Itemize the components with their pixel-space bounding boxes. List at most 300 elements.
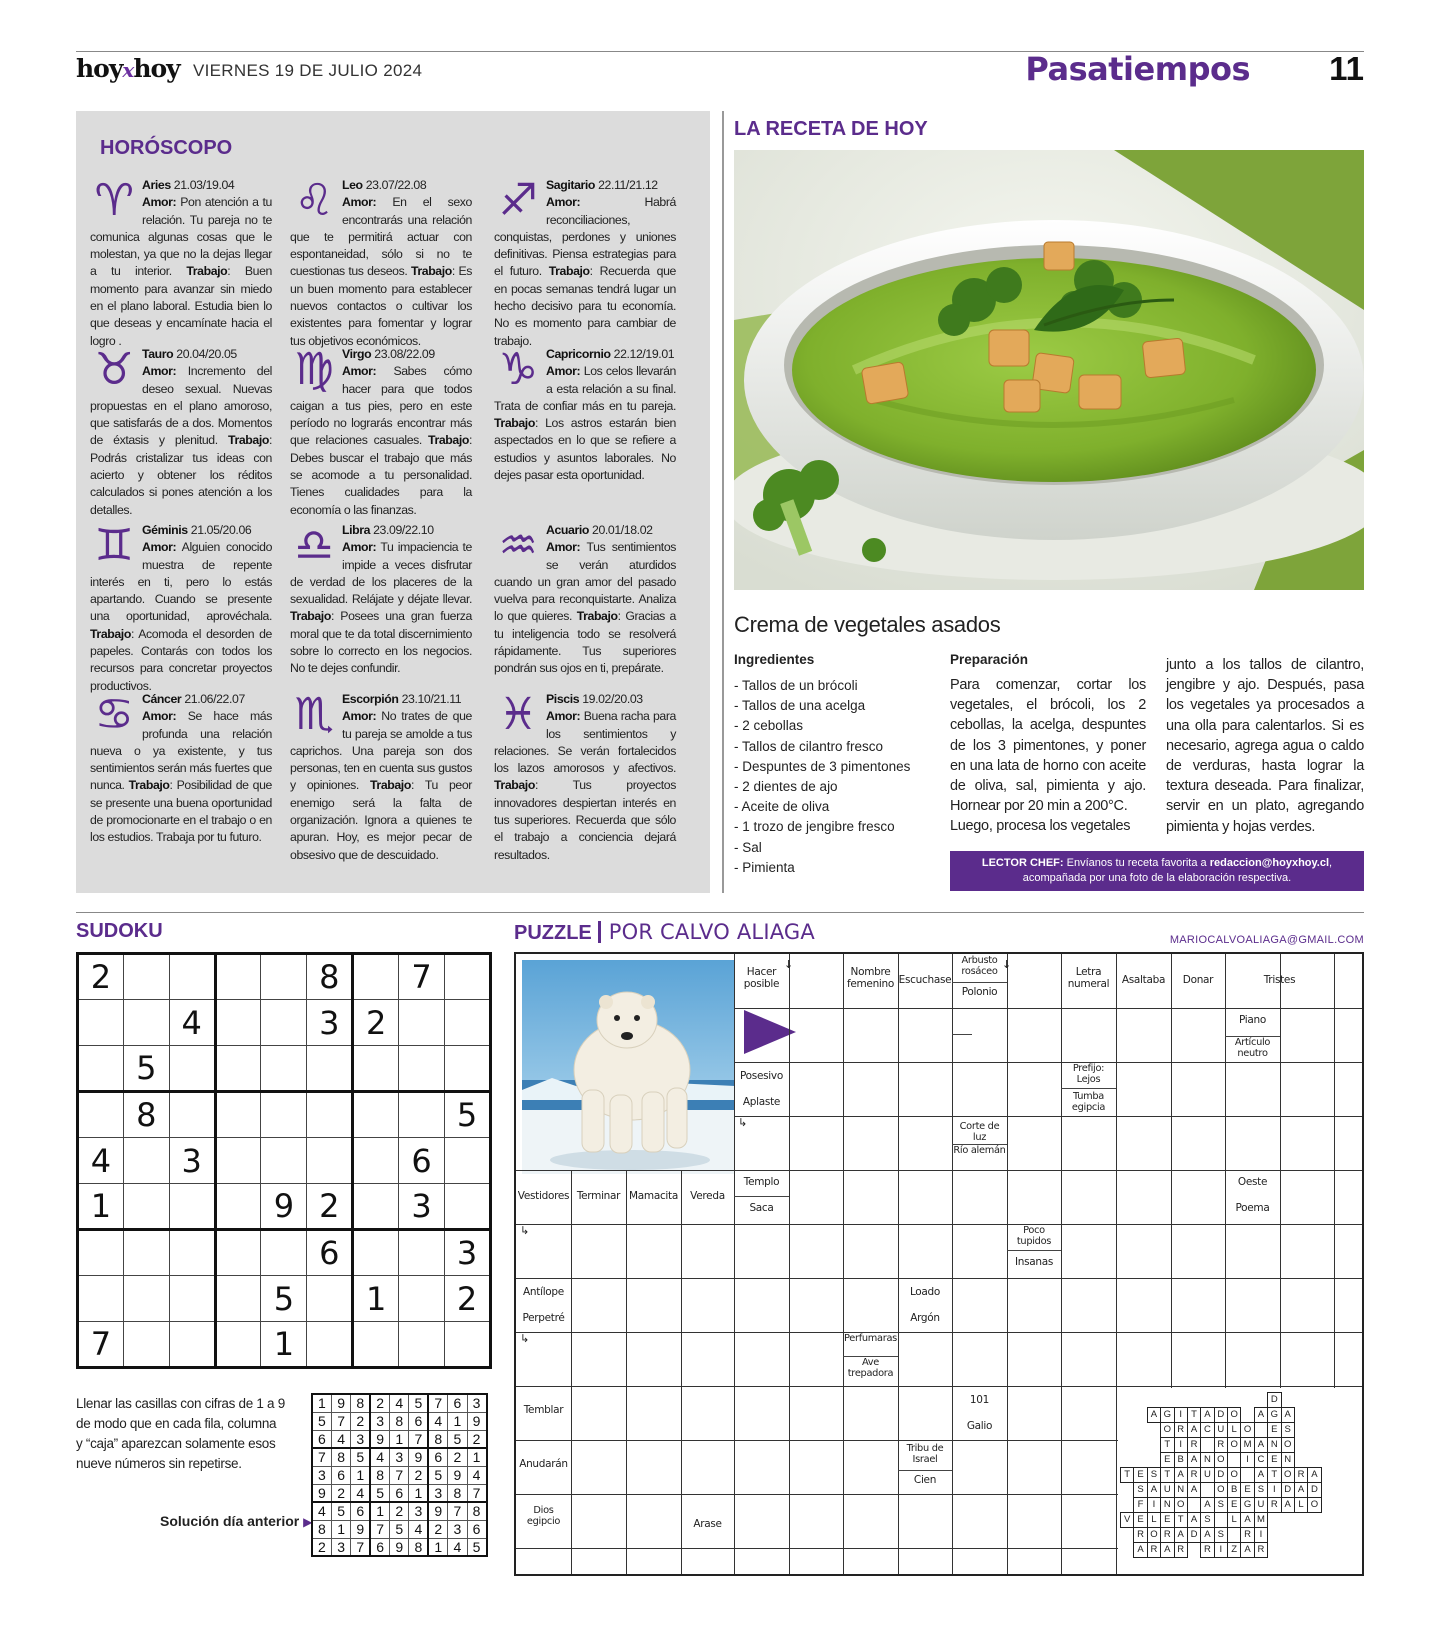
solution-cell: 7 [312, 1448, 331, 1466]
section-title: Pasatiempos [1025, 50, 1250, 88]
solution-letter: R [1161, 1528, 1174, 1543]
solution-letter: A [1201, 1498, 1214, 1513]
horoscope-sign-libra [290, 522, 472, 678]
solution-letter [1321, 1543, 1334, 1558]
trabajo-label: Trabajo [494, 416, 535, 431]
sudoku-cell[interactable] [123, 1184, 169, 1230]
solution-cell: 8 [390, 1412, 409, 1430]
grid-line [681, 1170, 682, 1574]
sudoku-cell: 4 [169, 1000, 215, 1046]
solution-letter [1348, 1483, 1362, 1498]
sudoku-cell: 7 [399, 954, 445, 1000]
sudoku-cell: 9 [261, 1184, 307, 1230]
trabajo-label: Trabajo [128, 778, 170, 793]
clue-articulo-neutro: Artículo neutro [1234, 1037, 1271, 1059]
solution-letter: N [1268, 1438, 1281, 1453]
puzzle-author: POR CALVO ALIAGA [608, 920, 815, 944]
solution-letter: I [1174, 1408, 1187, 1423]
sudoku-cell[interactable] [307, 1138, 353, 1184]
solution-letter [1254, 1423, 1267, 1438]
solution-letter: B [1228, 1483, 1241, 1498]
sudoku-cell[interactable] [445, 1000, 491, 1046]
solution-letter [1268, 1513, 1281, 1528]
sign-name: Géminis [142, 523, 188, 537]
sudoku-cell[interactable] [169, 1230, 215, 1276]
sudoku-cell[interactable] [215, 1138, 261, 1184]
solution-letter: D [1214, 1408, 1227, 1423]
ingredient-item: - 2 cebollas [734, 718, 804, 734]
solution-letter: O [1281, 1438, 1294, 1453]
clue-temblar: Temblar [523, 1404, 564, 1416]
solution-letter [1161, 1393, 1174, 1408]
trabajo-text: : Acomoda el desorden de papeles. Contarás con todos los recursos para concretar proyectos productivos. [90, 626, 272, 693]
puzzle-title-text: PUZZLE [514, 922, 592, 944]
grid-line [952, 954, 953, 1574]
column-divider [722, 111, 724, 893]
solution-letter: A [1187, 1423, 1200, 1438]
sudoku-cell[interactable] [78, 1046, 124, 1092]
solution-letter [1308, 1438, 1321, 1453]
solution-letter: F [1134, 1498, 1147, 1513]
solution-letter [1321, 1483, 1334, 1498]
trabajo-label: Trabajo [576, 609, 618, 624]
lector-chef-banner [950, 851, 1364, 891]
sign-dates: 21.03/19.04 [173, 178, 235, 192]
amor-label: Amor: [142, 709, 177, 724]
solution-letter: I [1241, 1453, 1254, 1468]
solution-cell: 6 [428, 1448, 447, 1466]
solution-cell: 4 [467, 1466, 486, 1484]
trabajo-text: : Gracias a tu inteligencia todo se resolverá rápidamente. Tus superiores pondrán sus ojos en ti, prepárate. [494, 609, 676, 676]
soup-photo [734, 150, 1364, 590]
solution-letter [1187, 1498, 1200, 1513]
ingredient-item: - Tallos de una acelga [734, 698, 866, 714]
solution-letter: E [1161, 1453, 1174, 1468]
sudoku-cell[interactable] [399, 1046, 445, 1092]
solution-letter [1321, 1498, 1334, 1513]
solution-letter: E [1241, 1483, 1254, 1498]
amor-text: Alguien conocido muestra de repente interés en ti, pero lo estás apartando. Cuando se presente una oportunidad, aprovéchala. [90, 540, 273, 624]
horoscope-panel [76, 111, 710, 893]
zodiac-8-icon: ♒ [498, 520, 538, 571]
clue-argon: Argón [910, 1312, 940, 1324]
sudoku-instructions: Llenar las casillas con cifras de 1 a 9 de modo que en cada fila, columna y “caja” aparezcan solamente esos nueve números sin repetirse. [76, 1396, 285, 1471]
ingredient-item: - Aceite de oliva [734, 799, 830, 815]
solution-letter: G [1268, 1408, 1281, 1423]
sudoku-cell[interactable] [123, 1000, 169, 1046]
arrow-down-icon: ↓ [1002, 958, 1012, 971]
amor-label: Amor: [142, 195, 177, 210]
solution-letter [1321, 1408, 1334, 1423]
solution-letter [1134, 1423, 1147, 1438]
lector-email-link[interactable]: redaccion@hoyxhoy.cl [1209, 857, 1330, 869]
solution-letter: E [1228, 1498, 1241, 1513]
clue-asaltaba: Asaltaba [1121, 974, 1166, 986]
sudoku-cell: 5 [123, 1046, 169, 1092]
sudoku-cell[interactable] [445, 1322, 491, 1368]
solution-letter: A [1281, 1498, 1294, 1513]
trabajo-text: : Posibilidad de que se presente una buena oportunidad de promocionarte en el trabajo o en los estudios. Trabaja por tu futuro. [90, 778, 272, 845]
solution-letter: L [1228, 1513, 1241, 1528]
sudoku-cell[interactable] [353, 1184, 399, 1230]
solution-cell: 9 [370, 1430, 389, 1448]
solution-cell: 7 [448, 1502, 467, 1520]
sudoku-cell: 3 [307, 1000, 353, 1046]
solution-letter: R [1241, 1528, 1254, 1543]
sudoku-cell[interactable] [445, 1046, 491, 1092]
sudoku-cell[interactable] [445, 1184, 491, 1230]
amor-text: Se hace más profunda una relación nueva o ya existente, y tus sentimientos serán más fuertes que nunca. [90, 709, 272, 793]
solution-letter: A [1147, 1483, 1160, 1498]
sudoku-cell[interactable] [261, 1046, 307, 1092]
zodiac-3-icon: ♉ [94, 344, 134, 395]
sudoku-cell[interactable] [215, 1230, 261, 1276]
solution-letter [1294, 1528, 1307, 1543]
solution-letter: R [1174, 1423, 1187, 1438]
trabajo-text: : Debes buscar el trabajo que más se acomode a tu personalidad. Tienes cualidades para la economía o las finanzas. [290, 433, 472, 517]
sudoku-cell[interactable] [215, 1184, 261, 1230]
solution-letter [1134, 1408, 1147, 1423]
solution-letter [1187, 1393, 1200, 1408]
solution-letter [1335, 1528, 1348, 1543]
solution-letter [1321, 1423, 1334, 1438]
trabajo-text: : Posees una gran fuerza moral que te da total discernimiento sobre lo correcto en los negocios. No te dejes confundir. [290, 609, 472, 676]
solution-cell: 6 [409, 1412, 428, 1430]
sudoku-cell[interactable] [215, 1046, 261, 1092]
solution-cell: 5 [312, 1412, 331, 1430]
solution-letter: A [1201, 1408, 1214, 1423]
trabajo-label: Trabajo [370, 778, 411, 793]
solution-letter: T [1161, 1468, 1174, 1483]
sudoku-cell[interactable] [353, 1138, 399, 1184]
sign-dates: 20.01/18.02 [592, 523, 653, 537]
solution-letter: R [1187, 1438, 1200, 1453]
clue-poema: Poema [1235, 1202, 1270, 1214]
ingredient-item: - Pimienta [734, 859, 795, 875]
solution-letter [1335, 1408, 1348, 1423]
solution-cell: 4 [409, 1520, 428, 1538]
solution-letter: U [1161, 1483, 1174, 1498]
puzzle-email[interactable]: MARIOCALVOALIAGA@GMAIL.COM [1169, 934, 1364, 946]
sudoku-cell[interactable] [307, 1322, 353, 1368]
arrow-corner-icon: ↳ [520, 1224, 530, 1237]
sudoku-cell[interactable] [261, 1000, 307, 1046]
sudoku-cell[interactable] [353, 954, 399, 1000]
sign-name: Escorpión [342, 692, 399, 706]
zodiac-2-icon: ♐ [498, 175, 538, 226]
solution-letter: R [1254, 1543, 1267, 1558]
sudoku-cell[interactable] [353, 1322, 399, 1368]
solution-letter: I [1214, 1543, 1227, 1558]
ingredient-item: - Sal [734, 839, 762, 855]
solution-letter: L [1294, 1498, 1307, 1513]
solution-letter: T [1121, 1468, 1134, 1483]
sudoku-cell[interactable] [78, 1230, 124, 1276]
solution-letter [1294, 1408, 1307, 1423]
solution-letter [1228, 1453, 1241, 1468]
clue-templo: Templo [743, 1176, 780, 1188]
solution-letter: A [1254, 1438, 1267, 1453]
sign-name: Piscis [546, 692, 580, 706]
grid-line [734, 1008, 1362, 1009]
solution-letter: S [1134, 1483, 1147, 1498]
preparation-step-1: Para comenzar, cortar los vegetales, el brócoli, los 2 cebollas, la acelga, despuntes de los 3 pimentones, y poner en una lata de horno con aceite de oliva, sal, pimienta y ajo. Hornear por 20 min a 200°C. [950, 677, 1146, 815]
sudoku-cell: 3 [399, 1184, 445, 1230]
solution-letter [1228, 1528, 1241, 1543]
clue-perfumaras: Perfumaras [844, 1333, 897, 1344]
sign-name: Cáncer [142, 692, 182, 706]
amor-text: No trates de que tu pareja se amolde a tus caprichos. Una pareja son dos personas, ten en cuenta sus gustos y opiniones. [290, 709, 472, 793]
ingredient-item: - Tallos de cilantro fresco [734, 738, 884, 754]
solution-cell: 1 [390, 1430, 409, 1448]
zodiac-9-icon: ♋ [94, 689, 134, 740]
solution-letter: I [1268, 1483, 1281, 1498]
solution-letter: D [1187, 1528, 1200, 1543]
amor-text: Buena racha para los sentimientos y relaciones. Se verán fortalecidos los lazos amorosos y afectivos. [494, 709, 676, 776]
solution-cell: 1 [428, 1538, 447, 1556]
solution-letter [1308, 1423, 1321, 1438]
solution-letter [1348, 1453, 1362, 1468]
sudoku-cell[interactable] [169, 1322, 215, 1368]
clue-divider [898, 1470, 952, 1471]
amor-text: Sabes cómo hacer para que todos caigan a tus pies, pero en este período no lograrás encontrar más que relaciones casuales. [290, 364, 472, 448]
solution-cell: 2 [370, 1394, 389, 1412]
lector-text-end: , acompañada por una foto de la elaboración respectiva. [1022, 857, 1333, 884]
trabajo-label: Trabajo [228, 433, 269, 448]
clue-nombre-femenino: Nombre femenino [846, 966, 895, 990]
sudoku-cell[interactable] [215, 1092, 261, 1138]
solution-cell: 3 [428, 1484, 447, 1502]
solution-letter [1147, 1438, 1160, 1453]
clue-prefijo-lejos: Prefijo: Lejos [1072, 1063, 1105, 1085]
sign-dates: 20.04/20.05 [176, 347, 237, 361]
sudoku-cell: 2 [78, 954, 124, 1000]
sudoku-cell[interactable] [261, 954, 307, 1000]
solution-letter [1147, 1453, 1160, 1468]
solution-cell: 1 [448, 1412, 467, 1430]
grid-line [843, 954, 844, 1574]
solution-cell: 5 [467, 1538, 486, 1556]
solution-cell: 8 [331, 1448, 350, 1466]
sudoku-cell[interactable] [445, 1138, 491, 1184]
trabajo-text: : Tus proyectos innovadores despiertan interés en tus superiores. Recuerda que sólo el trabajo a conciencia dejará resultados. [494, 778, 676, 862]
solution-cell: 3 [331, 1538, 350, 1556]
solution-letter: R [1134, 1528, 1147, 1543]
solution-letter: E [1161, 1513, 1174, 1528]
solution-letter [1241, 1468, 1254, 1483]
sudoku-cell: 4 [78, 1138, 124, 1184]
clue-oeste: Oeste [1237, 1176, 1268, 1188]
sudoku-cell[interactable] [78, 1000, 124, 1046]
clue-tribu-de-israel: Tribu de Israel [906, 1443, 944, 1465]
sudoku-previous-solution [311, 1393, 488, 1557]
sudoku-cell[interactable] [123, 1230, 169, 1276]
sudoku-cell: 3 [169, 1138, 215, 1184]
solution-letter: G [1241, 1498, 1254, 1513]
amor-label: Amor: [142, 364, 177, 379]
horoscope-sign-tauro [90, 346, 272, 519]
sudoku-cell: 6 [399, 1138, 445, 1184]
solution-letter [1134, 1438, 1147, 1453]
sudoku-cell[interactable] [353, 1230, 399, 1276]
solution-letter: S [1281, 1423, 1294, 1438]
clue-polonio: Polonio [961, 986, 998, 998]
clue-divider [1007, 1250, 1061, 1251]
horoscope-sign-capricornio [494, 346, 676, 484]
clue-donar: Donar [1182, 974, 1214, 986]
sudoku-cell[interactable] [169, 1046, 215, 1092]
horoscope-title: HORÓSCOPO [100, 137, 233, 159]
sudoku-cell[interactable] [307, 1046, 353, 1092]
preparation-text-1 [950, 675, 1146, 837]
sudoku-cell[interactable] [215, 1000, 261, 1046]
clue-ave-trepadora: Ave trepadora [847, 1357, 894, 1379]
sign-name: Tauro [142, 347, 174, 361]
sudoku-cell[interactable] [123, 954, 169, 1000]
page-number: 11 [1329, 50, 1364, 87]
horoscope-sign-acuario [494, 522, 676, 678]
clue-insanas: Insanas [1014, 1256, 1054, 1268]
sudoku-cell: 6 [307, 1230, 353, 1276]
solution-cell: 8 [428, 1430, 447, 1448]
solution-cell: 6 [390, 1484, 409, 1502]
solution-letter: Z [1228, 1543, 1241, 1558]
logo[interactable] [76, 54, 180, 83]
solution-letter: N [1281, 1453, 1294, 1468]
solution-letter: N [1161, 1498, 1174, 1513]
sudoku-cell[interactable] [215, 1322, 261, 1368]
grid-line [1061, 954, 1062, 1574]
sudoku-previous-label [160, 1513, 312, 1529]
grid-line [734, 954, 735, 1574]
solution-cell: 6 [331, 1466, 350, 1484]
solution-letter: A [1254, 1468, 1267, 1483]
sudoku-cell[interactable] [78, 1276, 124, 1322]
solution-letter: I [1174, 1438, 1187, 1453]
trabajo-text: : Tu peor enemigo será la falta de organización. Ignora a quienes te apuran. Hoy, es mejor pecar de obsesivo que de descuidado. [290, 778, 473, 862]
solution-cell: 7 [390, 1466, 409, 1484]
solution-letter: B [1174, 1453, 1187, 1468]
grid-line [516, 1224, 1362, 1225]
sudoku-cell[interactable] [307, 1276, 353, 1322]
sudoku-cell[interactable] [353, 1046, 399, 1092]
solution-letter: T [1187, 1408, 1200, 1423]
clue-mamacita: Mamacita [629, 1190, 678, 1202]
solution-letter: T [1161, 1438, 1174, 1453]
sudoku-grid[interactable] [76, 952, 492, 1369]
ingredients-title: Ingredientes [734, 652, 815, 667]
solution-cell: 5 [448, 1430, 467, 1448]
sudoku-cell[interactable] [169, 1276, 215, 1322]
solution-letter [1348, 1468, 1362, 1483]
sudoku-cell[interactable] [169, 954, 215, 1000]
sudoku-cell[interactable] [169, 1184, 215, 1230]
sudoku-cell[interactable] [399, 1000, 445, 1046]
sudoku-cell[interactable] [261, 1138, 307, 1184]
solution-cell: 6 [467, 1520, 486, 1538]
solution-letter: A [1308, 1468, 1321, 1483]
sign-dates: 21.05/20.06 [190, 523, 252, 537]
sudoku-cell[interactable] [78, 1092, 124, 1138]
sudoku-cell: 3 [445, 1230, 491, 1276]
clue-ciento-uno: 101 [969, 1394, 990, 1406]
sudoku-cell[interactable] [123, 1276, 169, 1322]
clue-vestidores: Vestidores [517, 1190, 570, 1202]
sudoku-cell[interactable] [261, 1092, 307, 1138]
solution-cell: 1 [312, 1394, 331, 1412]
horoscope-sign-leo [290, 177, 472, 350]
solution-letter: O [1214, 1483, 1227, 1498]
sudoku-cell[interactable] [123, 1322, 169, 1368]
solution-cell: 3 [312, 1466, 331, 1484]
clue-poco-tupidos: Poco tupidos [1016, 1225, 1052, 1247]
horoscope-sign-piscis [494, 691, 676, 864]
clue-divider [734, 1196, 789, 1197]
solution-letter: S [1254, 1483, 1267, 1498]
sudoku-cell[interactable] [215, 1276, 261, 1322]
zodiac-6-icon: ♊ [94, 520, 134, 571]
solution-letter [1335, 1543, 1348, 1558]
grid-line [1116, 954, 1117, 1574]
sudoku-cell[interactable] [399, 1322, 445, 1368]
solution-letter: U [1254, 1498, 1267, 1513]
solution-cell: 7 [331, 1412, 350, 1430]
sudoku-cell: 1 [78, 1184, 124, 1230]
sudoku-cell[interactable] [307, 1092, 353, 1138]
crossword-grid[interactable] [514, 952, 1364, 1576]
solution-letter [1335, 1498, 1348, 1513]
grid-line [734, 1116, 1362, 1117]
amor-label: Amor: [546, 364, 581, 379]
sudoku-cell[interactable] [399, 1230, 445, 1276]
solution-letter [1147, 1423, 1160, 1438]
sudoku-cell[interactable] [123, 1138, 169, 1184]
sudoku-cell[interactable] [215, 954, 261, 1000]
solution-letter [1281, 1528, 1294, 1543]
clue-perpetre: Perpetré [522, 1312, 565, 1324]
sudoku-cell[interactable] [399, 1092, 445, 1138]
sudoku-cell[interactable] [399, 1276, 445, 1322]
solution-cell: 8 [448, 1484, 467, 1502]
sudoku-cell[interactable] [353, 1092, 399, 1138]
ingredient-item: - Tallos de un brócoli [734, 678, 858, 693]
solution-letter: M [1254, 1513, 1267, 1528]
amor-label: Amor: [342, 195, 377, 210]
amor-text: Tu impaciencia te impide a veces disfrutar de verdad de los placeres de la sexualidad. Relájate y déjate llevar. [290, 540, 472, 607]
sign-name: Capricornio [546, 347, 611, 361]
sudoku-cell[interactable] [169, 1092, 215, 1138]
solution-cell: 1 [467, 1448, 486, 1466]
sudoku-cell[interactable] [261, 1230, 307, 1276]
solution-letter: U [1201, 1468, 1214, 1483]
solution-cell: 4 [331, 1430, 350, 1448]
solution-letter: G [1161, 1408, 1174, 1423]
solution-letter: R [1147, 1543, 1160, 1558]
sudoku-cell[interactable] [445, 954, 491, 1000]
preparation-title: Preparación [950, 652, 1029, 667]
solution-letter [1294, 1543, 1307, 1558]
ingredients-list [734, 676, 934, 878]
solution-cell: 5 [390, 1520, 409, 1538]
solution-cell: 4 [448, 1538, 467, 1556]
sign-name: Sagitario [546, 178, 596, 192]
solution-letter: A [1161, 1543, 1174, 1558]
recipe-name: Crema de vegetales asados [734, 612, 1001, 637]
solution-letter [1294, 1393, 1307, 1408]
sign-name: Leo [342, 178, 363, 192]
solution-cell: 9 [351, 1520, 370, 1538]
solution-cell: 4 [351, 1484, 370, 1502]
